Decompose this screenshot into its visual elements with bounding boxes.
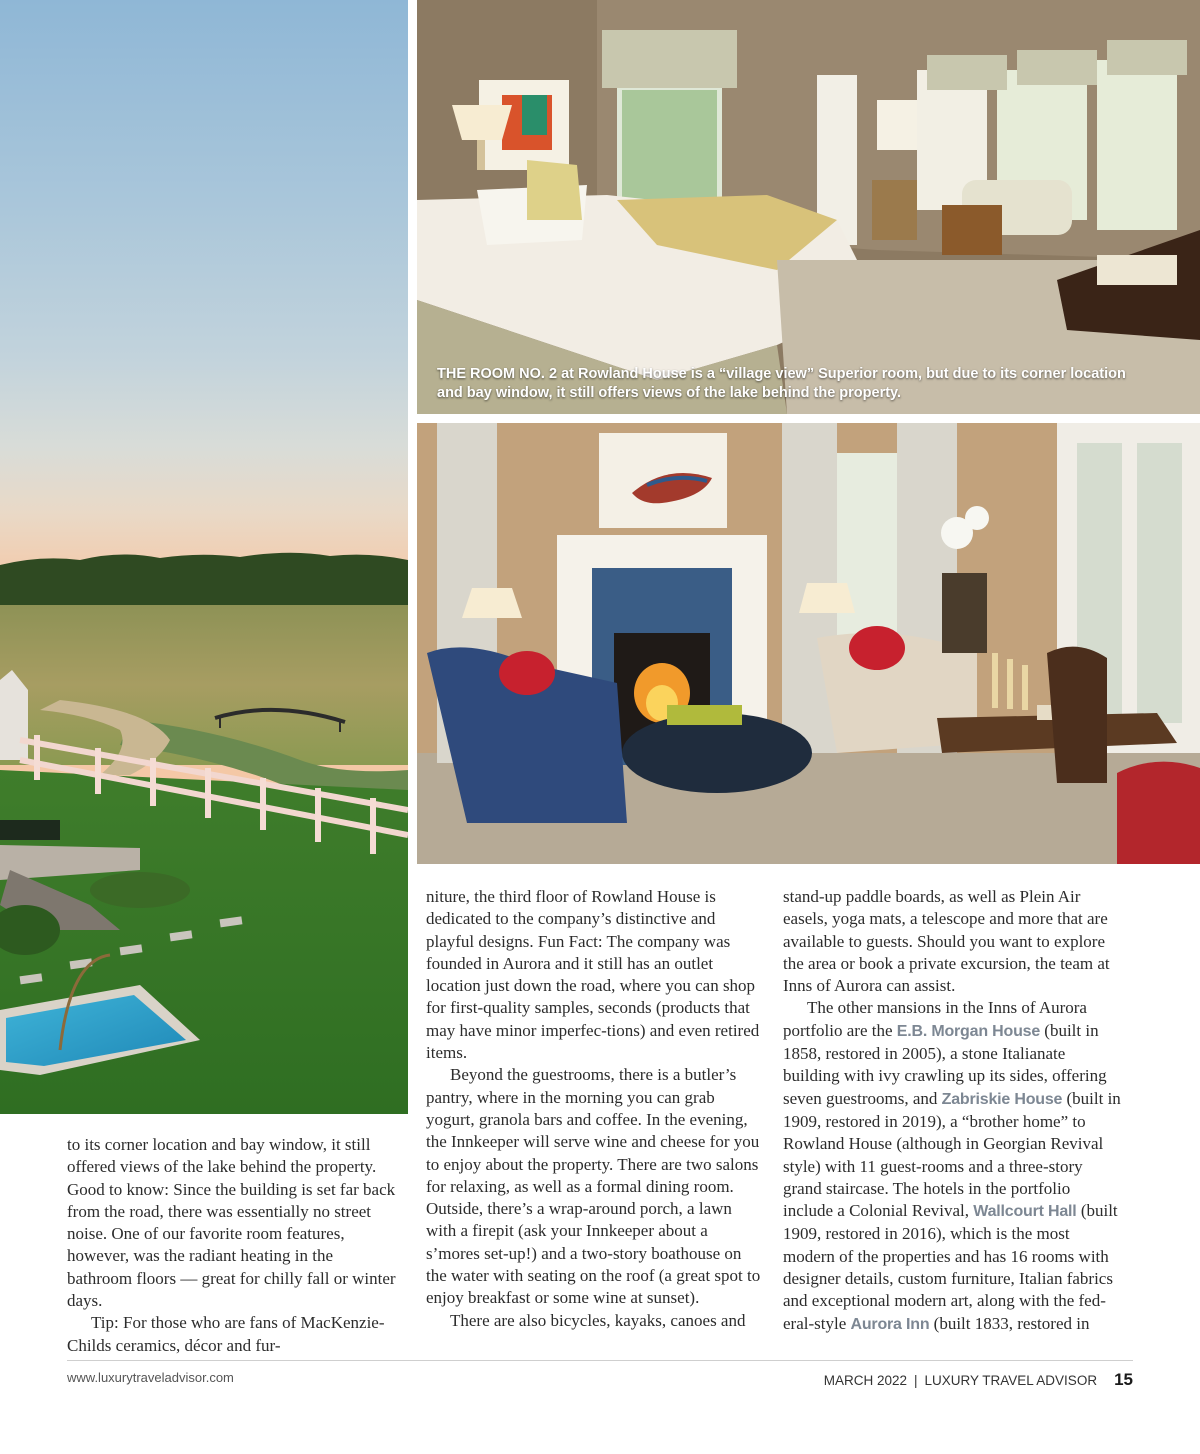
paragraph-text: Beyond the guestrooms, there is a butler’s pantry, where in the morning you can grab yogurt, granola bars and coffee. In the evening, the Innkeeper will serve wine and cheese for you to enjoy about the property. There are two salons for relaxing, as well as a formal dining room. Outside, there’s a wrap-around porch, a lawn with a firepit (ask your Innkeeper about a s’mores set-up!) and a two-story boathouse on the water with seating on the roof (a great spot to enjoy breakfast or some wine at sunset). [426,1065,761,1308]
footer-publication-name: LUXURY TRAVEL ADVISOR [924,1373,1098,1388]
footer-divider [67,1360,1133,1361]
footer-folio [824,1370,1133,1390]
footer-issue-date: MARCH 2022 [823,1373,907,1388]
hotel-name-wallcourt-hall: Wallcourt Hall [973,1203,1077,1221]
photo-caption-room-no-2: THE ROOM NO. 2 at Rowland House is a “village view” Superior room, but due to its corner location and bay window, it still offers views of the lake behind the property. [437,366,1126,401]
paragraph: to its corner location and bay window, it still offered views of the lake behind the property. Good to know: Since the building is set far back from the road, there was essentially no street noise. One of our favorite room features, however, was the radiant heating in the bathroom floors — great for chilly fall or winter days. [67,1135,396,1311]
paragraph-text: (built in 1909, restored in 2019), a “brother home” to Rowland House (although in Georgian Revival style) with 11 guest-rooms and a three-story grand staircase. The hotels in the portfolio include a Colonial Revival, [783,1088,1121,1221]
guestroom-photo [417,0,1200,414]
page-number: 15 [1114,1370,1133,1389]
paragraph: niture, the third floor of Rowland House is dedicated to the company’s distinctive and playful designs. Fun Fact: The company was founded in Aurora and it still has an outlet location just down the road, where you can shop for first-quality samples, seconds (products that may have minor imperfec-tions) and even retired items. [426,887,760,1063]
hotel-name-aurora-inn: Aurora Inn [850,1315,930,1333]
landscape-photo [0,0,408,1114]
article-column-2 [426,886,761,1332]
paragraph-text: Tip: For those who are fans of MacKenzie-Childs ceramics, décor and fur- [67,1313,385,1355]
bedroom-illustration [417,0,1200,414]
salon-photo [417,423,1200,864]
hotel-name-zabriskie-house: Zabriskie House [941,1090,1063,1108]
paragraph-text: (built 1833, restored in [929,1313,1090,1333]
paragraph-indented [67,1312,397,1357]
landscape-illustration [0,0,408,1114]
hotel-name-eb-morgan-house: E.B. Morgan House [896,1022,1041,1040]
paragraph-text: The other mansions in the Inns of Aurora portfolio are the [783,998,1087,1040]
paragraph-text: (built 1909, restored in 2016), which is the most modern of the properties and has 16 rooms with designer details, custom furniture, Italian fabrics and exceptional modern art, along with the fed-eral-style [783,1201,1118,1333]
article-column-1 [67,1134,397,1357]
footer-website-url: www.luxurytraveladvisor.com [67,1370,234,1385]
paragraph-text: There are also bicycles, kayaks, canoes and [450,1310,746,1330]
paragraph-indented [783,997,1123,1335]
paragraph-indented [426,1064,761,1309]
paragraph: stand-up paddle boards, as well as Plein Air easels, yoga mats, a telescope and more that are available to guests. Should you want to explore the area or book a private excursion, the team at Inns of Aurora can assist. [783,887,1110,996]
salon-illustration [417,423,1200,864]
footer-separator: | [913,1373,918,1388]
paragraph-indented [426,1310,761,1332]
article-column-3 [783,886,1123,1336]
paragraph-text: (built in 1858, restored in 2005), a stone Italianate building with ivy crawling up its sides, offering seven guestrooms, and [783,1020,1107,1108]
